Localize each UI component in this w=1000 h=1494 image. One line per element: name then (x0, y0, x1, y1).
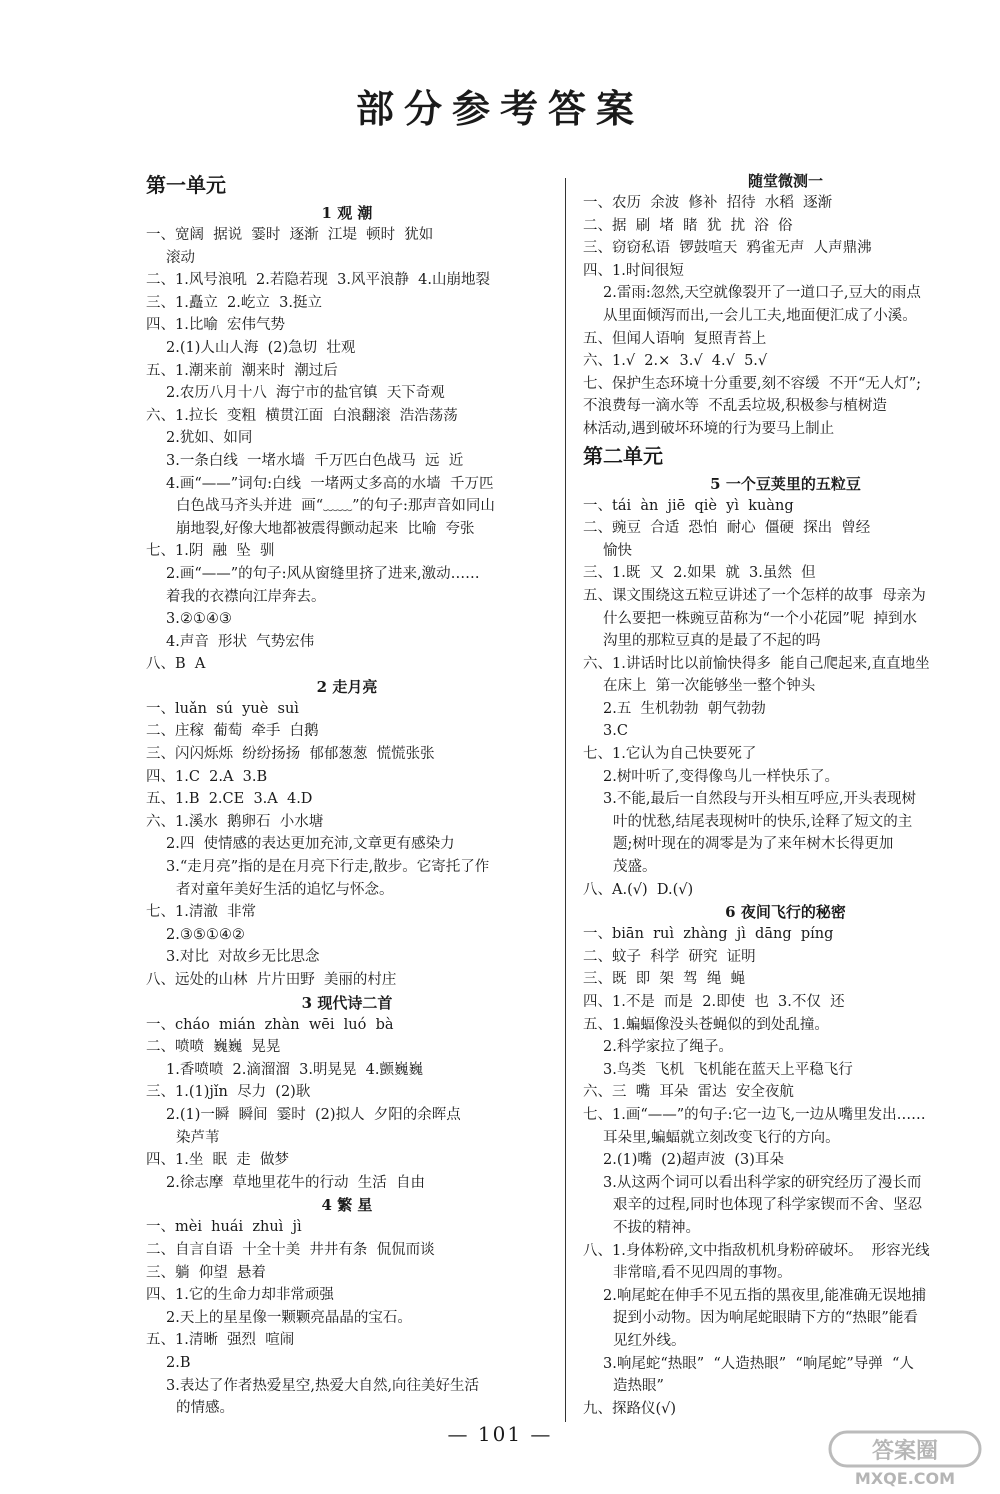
answer-line: 者对童年美好生活的追忆与怀念。 (176, 881, 394, 898)
answer-line: 七、1.它认为自己快要死了 (583, 746, 757, 763)
answer-line: 3.②①④③ (166, 611, 232, 628)
answer-line: 四、1.不是 而是 2.即使 也 3.不仅 还 (583, 994, 845, 1010)
answer-line: 五、1.蝙蝠像没头苍蝇似的到处乱撞。 (583, 1016, 829, 1033)
answer-line: 2.画“——”的句子:风从窗缝里挤了进来,激动…… (166, 565, 480, 582)
answer-line: 林活动,遇到破坏环境的行为要马上制止 (583, 420, 835, 437)
answer-line: 六、1.讲话时比以前愉快得多 能自己爬起来,直直地坐 (583, 655, 930, 672)
answer-line: 六、三 嘴 耳朵 雷达 安全夜航 (583, 1084, 794, 1101)
unit-1-heading: 第一单元 (146, 173, 226, 197)
watermark-url: MXQE.COM (854, 1469, 956, 1488)
answer-line: 的情感。 (176, 1400, 234, 1417)
answer-line: 五、1.清晰 强烈 喧闹 (146, 1332, 295, 1349)
answer-line: 茂盛。 (613, 859, 657, 876)
answer-line: 四、1.时间很短 (583, 262, 684, 279)
answer-line: 2.(1)一瞬 瞬间 霎时 (2)拟人 夕阳的余晖点 (166, 1106, 461, 1123)
answer-line: 3.C (603, 723, 628, 740)
page-number: — 101 — (447, 1422, 553, 1446)
answer-line: 4.画“——”词句:白线 一堵两丈多高的水墙 千万匹 (166, 475, 494, 492)
answer-line: 2.(1)人山人海 (2)急切 壮观 (166, 339, 356, 356)
answer-line: 2.B (166, 1354, 191, 1371)
lesson-1-title: 1 观 潮 (321, 204, 373, 222)
answer-line: 四、1.坐 眠 走 做梦 (146, 1152, 289, 1169)
answer-line: 五、课文围绕这五粒豆讲述了一个怎样的故事 母亲为 (583, 587, 926, 604)
answer-line: 2.(1)嘴 (2)超声波 (3)耳朵 (603, 1152, 784, 1169)
answer-line: 见红外线。 (613, 1332, 686, 1349)
answer-line: 染芦苇 (176, 1129, 220, 1146)
answer-line: 2.徐志摩 草地里花牛的行动 生活 自由 (166, 1174, 425, 1191)
answer-line: 七、1.阴 融 坠 驯 (146, 543, 275, 560)
answer-line: 2.科学家拉了绳子。 (603, 1039, 733, 1056)
answer-line: 八、远处的山林 片片田野 美丽的村庄 (146, 972, 397, 988)
answer-line: 七、保护生态环境十分重要,刻不容缓 不开“无人灯”; (583, 375, 922, 392)
lesson-4-answers (146, 1216, 548, 1419)
answer-line: 三、闪闪烁烁 纷纷扬扬 郁郁葱葱 慌慌张张 (146, 746, 435, 763)
answer-line: 3.鸟类 飞机 飞机能在蓝天上平稳飞行 (603, 1061, 853, 1078)
answer-line: 4.声音 形状 气势宏伟 (166, 633, 315, 650)
answer-line: 从里面倾泻而出,一会儿工夫,地面便汇成了小溪。 (603, 307, 917, 324)
answer-line: 2.犹如、如同 (166, 430, 253, 447)
lesson-2-title: 2 走月亮 (316, 677, 378, 696)
answer-line: 八、1.身体粉碎,文中指敌机机身粉碎破坏。 形容光线 (583, 1242, 930, 1259)
lesson-6-title: 6 夜间飞行的秘密 (725, 903, 846, 922)
answer-line: 叶的忧愁,结尾表现树叶的快乐,诠释了短文的主 (613, 813, 913, 830)
answer-line: 一、biān ruì zhàng jì dāng píng (583, 926, 834, 943)
unit-2-heading: 第二单元 (583, 443, 663, 468)
answer-line: 九、探路仪(√) (583, 1400, 677, 1417)
answer-line: 非常暗,看不见四周的事物。 (613, 1265, 792, 1282)
answer-line: 3.“走月亮”指的是在月亮下行走,散步。它寄托了作 (166, 859, 490, 876)
answer-line: 一、宽阔 据说 霎时 逐渐 江堤 顿时 犹如 (146, 227, 434, 243)
answer-line: 三、1.矗立 2.屹立 3.挺立 (146, 294, 322, 311)
answer-line: 2.五 生机勃勃 朝气勃勃 (603, 700, 766, 717)
answer-line: 艰辛的过程,同时也体现了科学家锲而不舍、坚忍 (613, 1197, 923, 1214)
answer-line: 造热眼” (613, 1378, 664, 1395)
lesson-3-answers (146, 1014, 548, 1195)
left-column (146, 170, 548, 1420)
answer-line: 2.农历八月十八 海宁市的盐官镇 天下奇观 (166, 385, 445, 402)
answer-line: 3.响尾蛇“热眼” “人造热眼” “响尾蛇”导弹 “人 (603, 1355, 914, 1372)
answer-line: 3.对比 对故乡无比思念 (166, 949, 320, 966)
answer-line: 2.响尾蛇在伸手不见五指的黑夜里,能准确无误地捕 (603, 1287, 926, 1304)
answer-line: 3.一条白线 一堵水墙 千万匹白色战马 远 近 (166, 452, 464, 469)
answer-line: 2.树叶听了,变得像鸟儿一样快乐了。 (603, 768, 839, 785)
answer-line: 滚动 (166, 249, 195, 266)
answer-line: 一、cháo mián zhàn wēi luó bà (146, 1016, 394, 1033)
answer-line: 六、1.√ 2.× 3.√ 4.√ 5.√ (583, 353, 768, 370)
answer-line: 五、1.B 2.CE 3.A 4.D (146, 791, 313, 808)
answer-line: 二、豌豆 合适 恐怕 耐心 僵硬 探出 曾经 (583, 520, 871, 537)
answer-line: 一、luǎn sú yuè suì (146, 700, 299, 717)
answer-line: 三、1.既 又 2.如果 就 3.虽然 但 (583, 565, 816, 582)
answer-line: 3.表达了作者热爱星空,热爱大自然,向往美好生活 (166, 1377, 480, 1394)
answer-line: 2.天上的星星像一颗颗亮晶晶的宝石。 (166, 1309, 412, 1326)
answer-line: 四、1.它的生命力却非常顽强 (146, 1287, 334, 1304)
answer-line: 2.雷雨:忽然,天空就像裂开了一道口子,豆大的雨点 (603, 285, 921, 302)
page-title: 部分参考答案 (355, 86, 644, 131)
answer-line: 3.从这两个词可以看出科学家的研究经历了漫长而 (603, 1174, 922, 1191)
answer-line: 七、1.清澈 非常 (146, 904, 257, 921)
answer-line: 1.香喷喷 2.滴溜溜 3.明晃晃 4.颤巍巍 (166, 1061, 423, 1078)
lesson-6-answers (583, 923, 988, 1420)
answer-line: 什么要把一株豌豆苗称为“一个小花园”呢 掉到水 (603, 610, 918, 627)
answer-line: 2.③⑤①④② (166, 926, 245, 943)
answer-line: 六、1.溪水 鹅卵石 小水塘 (146, 813, 324, 830)
answer-line: 崩地裂,好像大地都被震得颤动起来 比喻 夸张 (176, 520, 475, 537)
answer-line: 题;树叶现在的凋零是为了来年树木长得更加 (613, 836, 894, 853)
answer-line: 愉快 (603, 542, 632, 559)
answer-line: 二、蚊子 科学 研究 证明 (583, 948, 756, 965)
answer-line: 2.四 使情感的表达更加充沛,文章更有感染力 (166, 836, 455, 853)
answer-line: 二、据 刷 堵 睹 犹 扰 浴 俗 (583, 217, 793, 234)
lesson-3-title: 3 现代诗二首 (301, 993, 393, 1012)
right-column (583, 170, 988, 1420)
column-divider (565, 178, 566, 1422)
quiz-1-answers (583, 192, 988, 441)
answer-line: 五、1.潮来前 潮来时 潮过后 (146, 362, 338, 379)
answer-line: 一、mèi huái zhuì jì (146, 1219, 302, 1236)
answer-line: 七、1.画“——”的句子:它一边飞,一边从嘴里发出…… (583, 1106, 926, 1123)
answer-line: 二、喷喷 巍巍 晃晃 (146, 1039, 281, 1056)
watermark-logo-text: 答案圈 (871, 1439, 939, 1464)
answer-line: 在床上 第一次能够坐一整个钟头 (603, 678, 816, 695)
answer-line: 三、既 即 架 驾 绳 蝇 (583, 971, 746, 988)
answer-line: 3.不能,最后一自然段与开头相互呼应,开头表现树 (603, 791, 917, 808)
answer-line: 捉到小动物。因为响尾蛇眼睛下方的“热眼”能看 (613, 1310, 918, 1327)
answer-line: 二、自言自语 十全十美 井井有条 侃侃而谈 (146, 1241, 435, 1258)
answer-line: 八、A.(√) D.(√) (583, 881, 694, 898)
answer-line: 六、1.拉长 变粗 横贯江面 白浪翻滚 浩浩荡荡 (146, 407, 458, 424)
watermark-logo (820, 1430, 990, 1488)
answer-line: 五、但闻人语响 复照青苔上 (583, 330, 767, 347)
answer-line: 一、tái àn jiē qiè yì kuàng (583, 497, 794, 514)
lesson-1-answers (146, 224, 548, 676)
answer-line: 着我的衣襟向江岸奔去。 (166, 588, 326, 605)
answer-line: 三、1.(1)jǐn 尽力 (2)耿 (146, 1084, 311, 1101)
answer-line: 白色战马齐头并进 画“﹏﹏”的句子:那声音如同山 (176, 498, 495, 515)
answer-line: 八、B A (146, 656, 206, 673)
lesson-5-title: 5 一个豆荚里的五粒豆 (710, 474, 861, 493)
answer-line: 三、窃窃私语 锣鼓喧天 鸦雀无声 人声鼎沸 (583, 240, 872, 257)
answer-line: 不浪费每一滴水等 不乱丢垃圾,积极参与植树造 (583, 398, 887, 415)
answer-line: 沟里的那粒豆真的是最了不起的吗 (603, 633, 821, 650)
answer-line: 不拔的精神。 (613, 1219, 700, 1236)
lesson-4-title: 4 繁 星 (321, 1196, 373, 1215)
answer-line: 三、躺 仰望 悬着 (146, 1264, 266, 1281)
answer-line: 四、1.比喻 宏伟气势 (146, 317, 286, 334)
quiz-1-title: 随堂微测一 (747, 172, 823, 190)
answer-line: 耳朵里,蝙蝠就立刻改变飞行的方向。 (603, 1129, 840, 1146)
answer-line: 二、1.风号浪吼 2.若隐若现 3.风平浪静 4.山崩地裂 (146, 272, 490, 289)
answer-line: 四、1.C 2.A 3.B (146, 768, 268, 785)
answer-line: 二、庄稼 葡萄 牵手 白鹅 (146, 723, 319, 740)
lesson-5-answers (583, 495, 988, 902)
lesson-2-answers (146, 698, 548, 992)
answer-line: 一、农历 余波 修补 招待 水稻 逐渐 (583, 195, 833, 211)
